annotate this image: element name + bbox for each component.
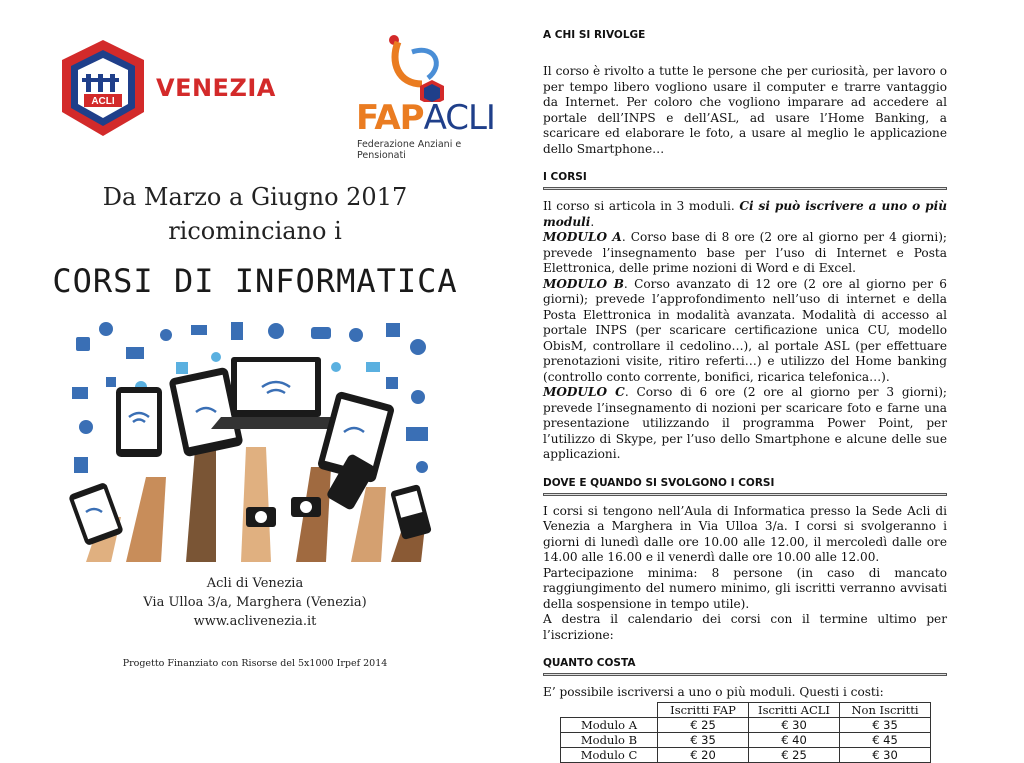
section-title-where-when: DOVE E QUANDO SI SVOLGONO I CORSI xyxy=(543,476,775,489)
contact-address: Via Ulloa 3/a, Marghera (Venezia) xyxy=(143,595,367,610)
contact-org: Acli di Venezia xyxy=(206,576,304,591)
table-cell: € 35 xyxy=(658,732,749,747)
row-label: Modulo C xyxy=(561,747,658,762)
headline-restart: ricominciano i xyxy=(168,217,342,245)
svg-text:ACLI: ACLI xyxy=(91,96,115,107)
contact-website-link[interactable]: www.aclivenezia.it xyxy=(193,614,317,629)
courses-intro: Il corso si articola in 3 moduli. Ci si può iscrivere a uno o più moduli. xyxy=(543,199,947,229)
right-column xyxy=(543,28,947,763)
headline-dates: Da Marzo a Giugno 2017 xyxy=(102,183,408,211)
row-label: Modulo A xyxy=(561,717,658,732)
table-cell: € 30 xyxy=(749,717,840,732)
where-when-text: I corsi si tengono nell’Aula di Informatica presso la Sede Acli di Venezia a Marghera in Via Ulloa 3/a. I corsi si svolgeranno i giorni di lunedì dalle ore 10.00 alle 12.00, il mercoledì dalle ore 14.00 alle 16.00 e il venerdì dalle ore 10.00 alle 12.00. xyxy=(543,503,947,564)
table-cell: € 45 xyxy=(840,732,931,747)
col-header: Iscritti FAP xyxy=(658,702,749,717)
module-a-text: MODULO A. Corso base di 8 ore (2 ore al giorno per 4 giorni); prevede l’insegnamento base per l’uso di Internet e Posta Elettronica, delle prime nozioni di Word e di Excel. xyxy=(543,230,947,275)
section-title-courses: I CORSI xyxy=(543,171,587,183)
module-c-text: MODULO C. Corso di 6 ore (2 ore al giorno per 3 giorni); prevede l’insegnamento di nozioni per scaricare foto e farne una presentazione utilizzando il programma Power Point, per l’utilizzo di Skype, per l’uso dello Smartphone e alcune delle sue applicazioni. xyxy=(543,385,947,461)
col-header: Iscritti ACLI xyxy=(749,702,840,717)
table-cell: € 25 xyxy=(658,717,749,732)
acli-logo-icon xyxy=(58,38,148,138)
cost-table xyxy=(560,702,931,763)
module-b-text: MODULO B. Corso avanzato di 12 ore (2 ore al giorno per 6 giorni); prevede l’approfondimento nell’uso di internet e della Posta Elettronica in modalità avanzata. Modalità di accesso al portale INPS (per scaricare certificazione unica CU, modello ObisM, controllare il cedolino…), al portale ASL (per effettuare prenotazioni visite, ritiro referti…) e utilizzo del Home banking (controllo conto corrente, bonifici, ricarica telefonica…). xyxy=(543,276,947,384)
table-row xyxy=(561,732,931,747)
table-cell: € 30 xyxy=(840,747,931,762)
row-label: Modulo B xyxy=(561,732,658,747)
table-row xyxy=(561,747,931,762)
table-cell: € 20 xyxy=(658,747,749,762)
table-cell: € 35 xyxy=(840,717,931,732)
section-title-audience: A CHI SI RIVOLGE xyxy=(543,29,646,41)
table-cell: € 40 xyxy=(749,732,840,747)
audience-text: Il corso è rivolto a tutte le persone che per curiosità, per lavoro o per tempo libero vogliono usare il computer e trarre vantaggio da Internet. Per coloro che vogliono imparare ad accedere al portale dell’INPS e dell’ASL, ad usare l’Home Banking, a scaricare ed elaborare le foto, a usare al meglio le applicazione dello Smartphone… xyxy=(543,64,947,156)
section-title-cost: QUANTO COSTA xyxy=(543,657,636,669)
col-header: Non Iscritti xyxy=(840,702,931,717)
table-cell: € 25 xyxy=(749,747,840,762)
devices-illustration-icon xyxy=(66,317,440,562)
left-column xyxy=(0,0,512,725)
fap-logo-subtitle: Federazione Anziani e Pensionati xyxy=(357,139,462,161)
fap-logo-wordmark: FAPACLI xyxy=(356,98,495,138)
page-title: CORSI DI INFORMATICA xyxy=(52,262,458,300)
cost-intro: E’ possibile iscriversi a uno o più moduli. Questi i costi: xyxy=(543,685,884,699)
logo-city-name: VENEZIA xyxy=(156,74,276,102)
project-funding-note: Progetto Finanziato con Risorse del 5x1000 Irpef 2014 xyxy=(122,658,388,669)
min-participation-text: Partecipazione minima: 8 persone (in caso di mancato raggiungimento del numero minimo, gli iscritti verranno avvisati della sospensione in tempo utile). xyxy=(543,565,947,611)
table-header-row xyxy=(561,702,931,717)
fap-logo-icon xyxy=(388,32,448,102)
calendar-note: A destra il calendario dei corsi con il termine ultimo per l’iscrizione: xyxy=(543,612,947,642)
